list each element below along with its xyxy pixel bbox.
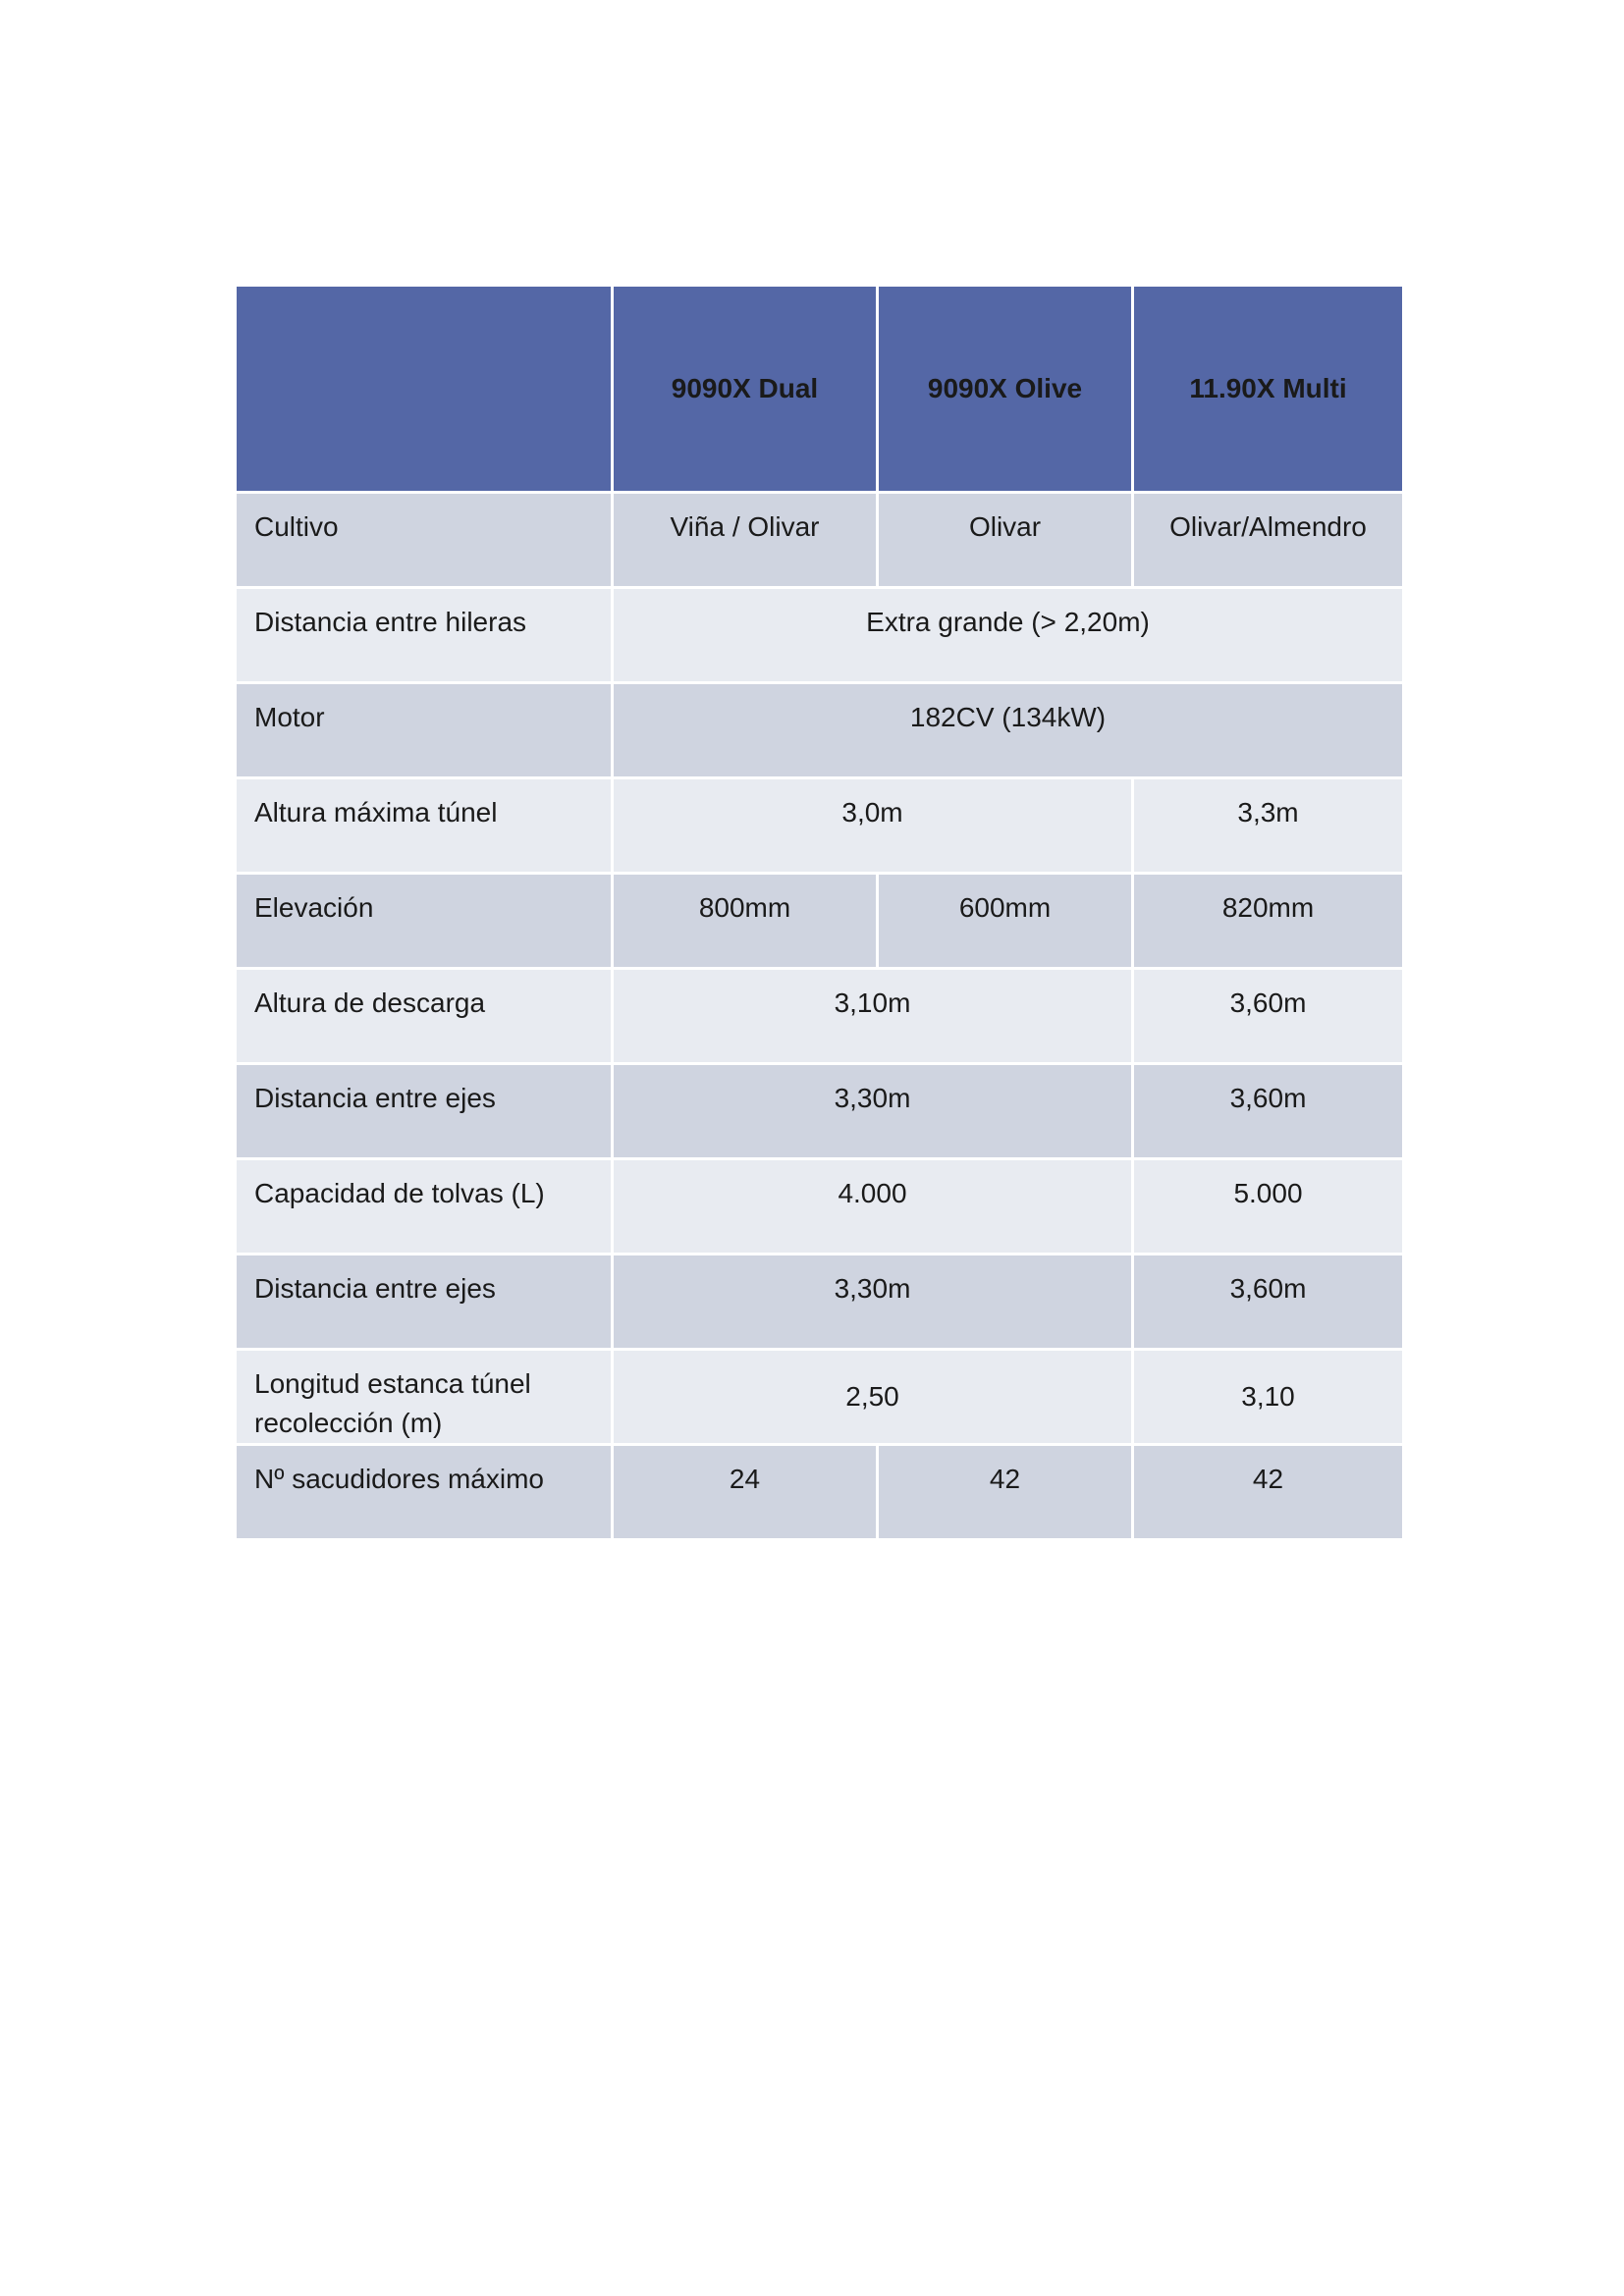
table-row [236,683,1404,778]
row-label: Distancia entre hileras [236,588,613,683]
row-label: Cultivo [236,493,613,588]
table-row [236,969,1404,1064]
table-cell: 3,30m [613,1255,1133,1350]
table-cell: 42 [1133,1445,1404,1540]
header-model-9090x-dual: 9090X Dual [613,286,878,493]
table-cell: 42 [878,1445,1133,1540]
header-model-9090x-olive: 9090X Olive [878,286,1133,493]
row-label: Altura máxima túnel [236,778,613,874]
table-cell: 3,30m [613,1064,1133,1159]
table-cell: 3,3m [1133,778,1404,874]
row-label: Distancia entre ejes [236,1064,613,1159]
row-label: Motor [236,683,613,778]
table-cell: Olivar [878,493,1133,588]
table-cell: 800mm [613,874,878,969]
table-cell: 2,50 [613,1350,1133,1445]
table-cell: 3,10 [1133,1350,1404,1445]
row-label: Capacidad de tolvas (L) [236,1159,613,1255]
header-corner-cell [236,286,613,493]
row-label: Altura de descarga [236,969,613,1064]
table-cell: 3,60m [1133,1255,1404,1350]
table-cell: 3,60m [1133,969,1404,1064]
table-cell: Olivar/Almendro [1133,493,1404,588]
row-label: Nº sacudidores máximo [236,1445,613,1540]
table-row [236,1255,1404,1350]
table-cell: 820mm [1133,874,1404,969]
table-cell: 600mm [878,874,1133,969]
table-row [236,493,1404,588]
table-row [236,1159,1404,1255]
table-cell: 3,0m [613,778,1133,874]
table-cell: Extra grande (> 2,20m) [613,588,1404,683]
header-model-1190x-multi: 11.90X Multi [1133,286,1404,493]
table-row [236,778,1404,874]
table-header-row [236,286,1404,493]
table-row [236,1350,1404,1445]
table-cell: Viña / Olivar [613,493,878,588]
table-row [236,874,1404,969]
table-cell: 3,10m [613,969,1133,1064]
table-row [236,588,1404,683]
table-cell: 5.000 [1133,1159,1404,1255]
table-cell: 24 [613,1445,878,1540]
table-row [236,1445,1404,1540]
table-row [236,1064,1404,1159]
row-label: Longitud estanca túnel recolección (m) [236,1350,613,1445]
table-cell: 182CV (134kW) [613,683,1404,778]
spec-comparison-table [234,284,1405,1541]
table-cell: 3,60m [1133,1064,1404,1159]
row-label: Distancia entre ejes [236,1255,613,1350]
row-label: Elevación [236,874,613,969]
table-cell: 4.000 [613,1159,1133,1255]
